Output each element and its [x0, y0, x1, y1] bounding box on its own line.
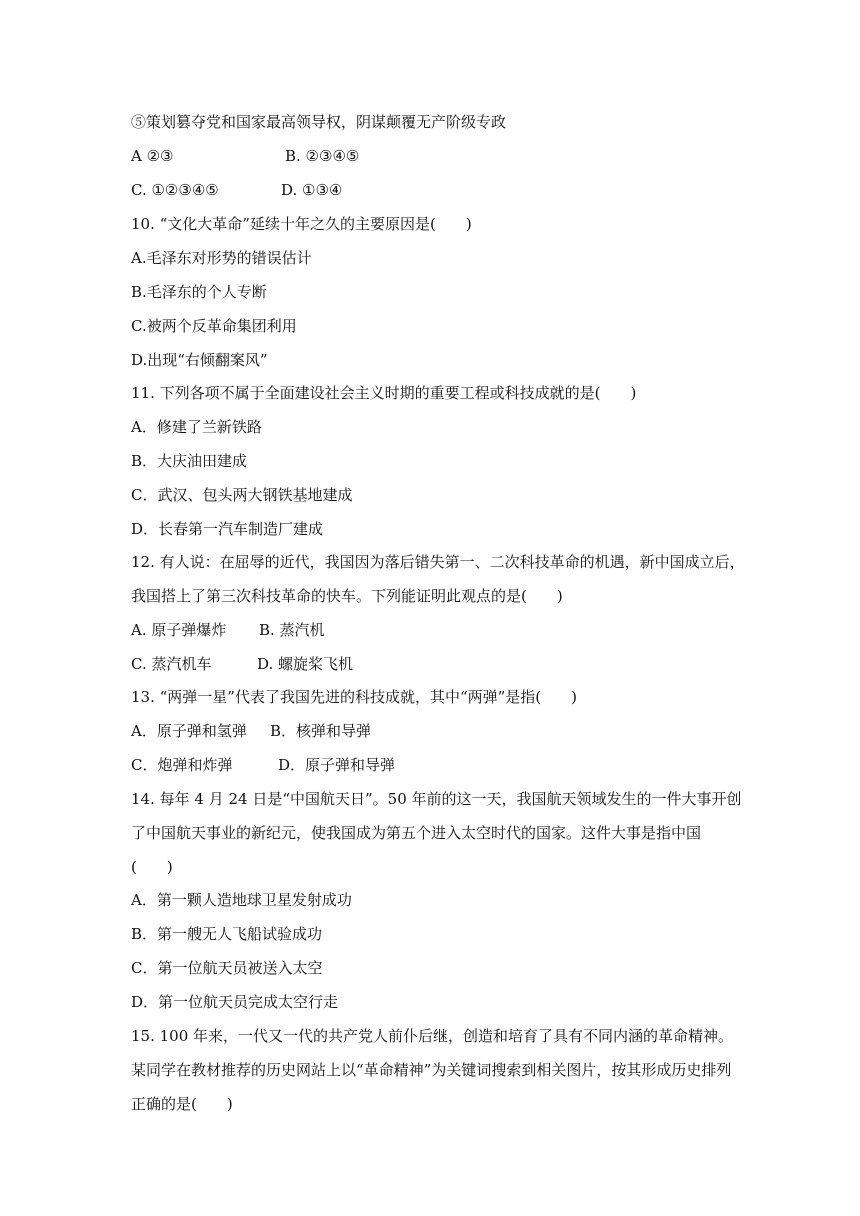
q10-option-b: B.毛泽东的个人专断 — [131, 283, 267, 301]
q13-option-d: D．原子弹和导弹 — [278, 756, 396, 774]
q9-option-a: A ②③ — [131, 147, 174, 165]
q10-option-d: D.出现“右倾翻案风” — [131, 351, 268, 369]
q12-option-c: C. 蒸汽机车 — [131, 655, 212, 673]
q9-item-5: ⑤策划篡夺党和国家最高领导权，阴谋颠覆无产阶级专政 — [131, 113, 507, 131]
q11-option-a: A．修建了兰新铁路 — [131, 418, 262, 436]
q9-option-d: D. ①③④ — [281, 181, 343, 199]
q15-stem-line-3: 正确的是( ) — [131, 1095, 233, 1113]
q11-option-d: D．长春第一汽车制造厂建成 — [131, 520, 324, 538]
q12-stem-line-1: 12. 有人说：在屈辱的近代，我国因为落后错失第一、二次科技革命的机遇，新中国成立后， — [131, 553, 745, 571]
q14-stem-line-1: 14. 每年 4 月 24 日是“中国航天日”。50 年前的这一天，我国航天领域发生的一件大事开创 — [131, 790, 742, 808]
q10-option-a: A.毛泽东对形势的错误估计 — [131, 249, 312, 267]
q10-option-c: C.被两个反革命集团利用 — [131, 317, 297, 335]
q14-option-a: A．第一颗人造地球卫星发射成功 — [131, 891, 352, 909]
q11-stem: 11. 下列各项不属于全面建设社会主义时期的重要工程或科技成就的是( ) — [131, 384, 637, 402]
q12-option-b: B. 蒸汽机 — [259, 621, 325, 639]
q9-option-b: B. ②③④⑤ — [285, 147, 360, 165]
q13-option-b: B．核弹和导弹 — [270, 722, 372, 740]
q13-stem: 13. “两弹一星”代表了我国先进的科技成就，其中“两弹”是指( ) — [131, 688, 578, 706]
q14-stem-line-3: ( ) — [131, 858, 173, 876]
q15-stem-line-1: 15. 100 年来，一代又一代的共产党人前仆后继，创造和培育了具有不同内涵的革命精神。 — [131, 1027, 734, 1045]
q15-stem-line-2: 某同学在教材推荐的历史网站上以“革命精神”为关键词搜索到相关图片，按其形成历史排列 — [131, 1061, 732, 1079]
q11-option-b: B．大庆油田建成 — [131, 452, 248, 470]
q14-stem-line-2: 了中国航天事业的新纪元，使我国成为第五个进入太空时代的国家。这件大事是指中国 — [131, 824, 702, 842]
q9-option-c: C. ①②③④⑤ — [131, 181, 219, 199]
q14-option-d: D．第一位航天员完成太空行走 — [131, 993, 339, 1011]
q13-option-a: A．原子弹和氢弹 — [131, 722, 247, 740]
q13-option-c: C．炮弹和炸弹 — [131, 756, 233, 774]
q14-option-c: C．第一位航天员被送入太空 — [131, 959, 323, 977]
q10-stem: 10. “文化大革命”延续十年之久的主要原因是( ) — [131, 215, 472, 233]
q12-option-a: A. 原子弹爆炸 — [131, 621, 227, 639]
q12-stem-line-2: 我国搭上了第三次科技革命的快车。下列能证明此观点的是( ) — [131, 587, 563, 605]
q11-option-c: C．武汉、包头两大钢铁基地建成 — [131, 486, 353, 504]
q12-option-d: D. 螺旋桨飞机 — [257, 655, 354, 673]
q14-option-b: B．第一艘无人飞船试验成功 — [131, 925, 323, 943]
